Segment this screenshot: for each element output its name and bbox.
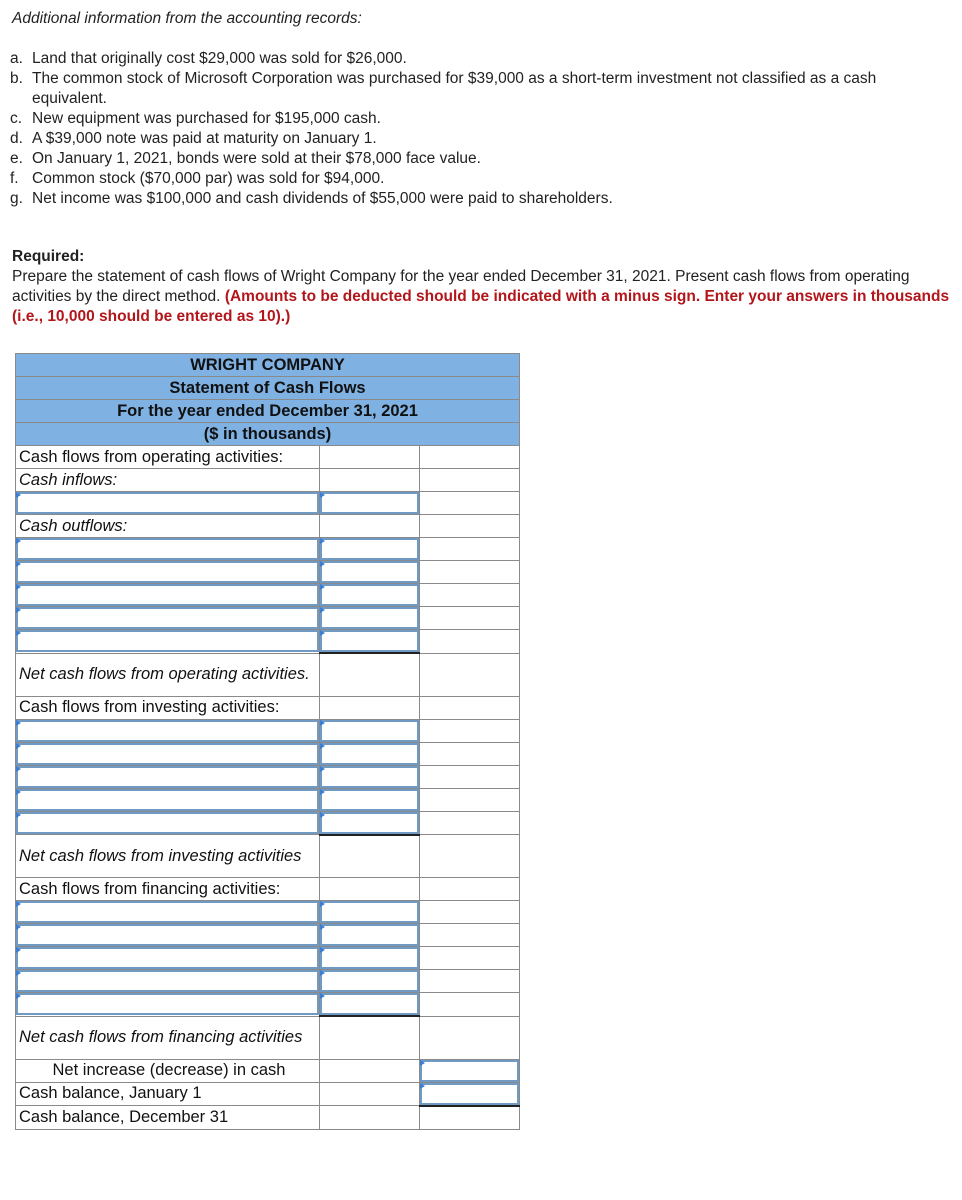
- table-row: [16, 811, 520, 835]
- table-row: [16, 719, 520, 742]
- investing-amount-input[interactable]: [320, 812, 419, 834]
- investing-amount-input[interactable]: [320, 789, 419, 811]
- table-row: [16, 492, 520, 515]
- table-row: [16, 469, 520, 492]
- table-row: [16, 584, 520, 607]
- list-item: g. Net income was $100,000 and cash dividends of $55,000 were paid to shareholders.: [10, 190, 613, 207]
- table-row: [16, 1016, 520, 1059]
- required-text: Prepare the statement of cash flows of Wright Company for the year ended December 31, 2021. Present cash flows from operating activities by the direct method. (Amounts to be deducted should be indicated with a minus sign. Enter your answers in thousands (i.e., 10,000 should be entered as 10).): [12, 268, 950, 325]
- table-row: [16, 993, 520, 1017]
- required-instruction: (Amounts to be deducted should be indicated with a minus sign. Enter your answers in thousands (i.e., 10,000 should be entered as 10).): [12, 288, 950, 325]
- required-heading: Required:: [12, 248, 85, 265]
- financing-amount-input[interactable]: [320, 970, 419, 992]
- operating-outflow-amount-input[interactable]: [320, 538, 419, 560]
- financing-label-input[interactable]: [16, 924, 319, 946]
- investing-label-input[interactable]: [16, 743, 319, 765]
- table-row: [16, 561, 520, 584]
- table-row: [16, 1106, 520, 1130]
- operating-outflow-amount-input[interactable]: [320, 561, 419, 583]
- financing-label-input[interactable]: [16, 970, 319, 992]
- info-list: [10, 49, 955, 209]
- table-row: [16, 765, 520, 788]
- net-operating-label: Net cash flows from operating activities.: [16, 653, 320, 696]
- company-name: WRIGHT COMPANY: [16, 354, 520, 377]
- table-row: [16, 1059, 520, 1082]
- table-row: [16, 1082, 520, 1106]
- financing-label-input[interactable]: [16, 947, 319, 969]
- table-row: [16, 630, 520, 654]
- operating-heading: Cash flows from operating activities:: [16, 446, 320, 469]
- info-heading: Additional information from the accounting records:: [12, 10, 362, 27]
- table-row: [16, 835, 520, 878]
- financing-amount-input[interactable]: [320, 947, 419, 969]
- operating-outflow-amount-input[interactable]: [320, 630, 419, 652]
- operating-inflow-label-input[interactable]: [16, 492, 319, 514]
- cash-balance-jan-input[interactable]: [420, 1083, 519, 1105]
- investing-label-input[interactable]: [16, 720, 319, 742]
- required-section: [12, 247, 957, 327]
- net-financing-label: Net cash flows from financing activities: [16, 1016, 320, 1059]
- operating-outflow-label-input[interactable]: [16, 584, 319, 606]
- table-row: [16, 446, 520, 469]
- financing-amount-input[interactable]: [320, 993, 419, 1015]
- statement-header-row: [16, 423, 520, 446]
- operating-outflow-amount-input[interactable]: [320, 607, 419, 629]
- table-row: [16, 696, 520, 719]
- financing-heading: Cash flows from financing activities:: [16, 878, 320, 901]
- statement-units: ($ in thousands): [16, 423, 520, 446]
- operating-outflow-label-input[interactable]: [16, 538, 319, 560]
- list-item: b. The common stock of Microsoft Corporation was purchased for $39,000 as a short-term investment not classified as a cash equivalent.: [10, 70, 877, 107]
- cash-inflows-label: Cash inflows:: [16, 469, 320, 492]
- operating-inflow-amount-input[interactable]: [320, 492, 419, 514]
- table-row: [16, 970, 520, 993]
- list-item: a. Land that originally cost $29,000 was sold for $26,000.: [10, 50, 407, 67]
- table-row: [16, 878, 520, 901]
- table-row: [16, 538, 520, 561]
- table-row: [16, 653, 520, 696]
- operating-outflow-label-input[interactable]: [16, 607, 319, 629]
- operating-outflow-label-input[interactable]: [16, 630, 319, 652]
- operating-outflow-amount-input[interactable]: [320, 584, 419, 606]
- cash-flow-statement-table: [15, 353, 520, 1130]
- net-increase-amount-input[interactable]: [420, 1060, 519, 1082]
- cash-outflows-label: Cash outflows:: [16, 515, 320, 538]
- table-row: [16, 607, 520, 630]
- statement-header-row: [16, 400, 520, 423]
- net-investing-label: Net cash flows from investing activities: [16, 835, 320, 878]
- list-item: c. New equipment was purchased for $195,000 cash.: [10, 110, 381, 127]
- investing-heading: Cash flows from investing activities:: [16, 696, 320, 719]
- table-row: [16, 742, 520, 765]
- cash-balance-dec-value: [420, 1106, 520, 1130]
- cash-balance-dec-label: Cash balance, December 31: [16, 1106, 320, 1130]
- financing-label-input[interactable]: [16, 901, 319, 923]
- table-row: [16, 924, 520, 947]
- statement-period: For the year ended December 31, 2021: [16, 400, 520, 423]
- financing-amount-input[interactable]: [320, 924, 419, 946]
- cash-balance-jan-label: Cash balance, January 1: [16, 1082, 320, 1106]
- investing-label-input[interactable]: [16, 789, 319, 811]
- investing-amount-input[interactable]: [320, 743, 419, 765]
- list-item: f. Common stock ($70,000 par) was sold for $94,000.: [10, 170, 385, 187]
- table-row: [16, 947, 520, 970]
- table-row: [16, 788, 520, 811]
- financing-amount-input[interactable]: [320, 901, 419, 923]
- list-item: d. A $39,000 note was paid at maturity on January 1.: [10, 130, 377, 147]
- investing-amount-input[interactable]: [320, 766, 419, 788]
- investing-label-input[interactable]: [16, 812, 319, 834]
- list-item: e. On January 1, 2021, bonds were sold at their $78,000 face value.: [10, 150, 481, 167]
- table-row: [16, 515, 520, 538]
- financing-label-input[interactable]: [16, 993, 319, 1015]
- statement-header-row: [16, 377, 520, 400]
- net-increase-label: Net increase (decrease) in cash: [16, 1059, 320, 1082]
- table-row: [16, 901, 520, 924]
- statement-header-row: [16, 354, 520, 377]
- investing-label-input[interactable]: [16, 766, 319, 788]
- statement-title: Statement of Cash Flows: [16, 377, 520, 400]
- operating-outflow-label-input[interactable]: [16, 561, 319, 583]
- investing-amount-input[interactable]: [320, 720, 419, 742]
